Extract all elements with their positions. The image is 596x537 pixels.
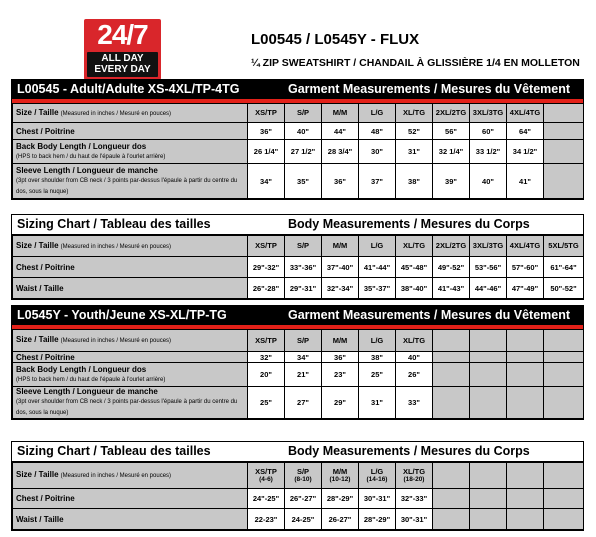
measurement-value xyxy=(544,140,584,164)
measurement-value: 23" xyxy=(322,363,359,387)
size-name: S/P xyxy=(296,241,310,250)
measurement-value xyxy=(433,363,470,387)
size-name: S/P xyxy=(296,108,310,117)
measurement-value xyxy=(470,489,507,509)
logo-number: 24/7 xyxy=(97,19,148,50)
size-label: Size / Taille xyxy=(16,107,59,117)
size-column-header xyxy=(507,463,544,489)
measurement-value: 64" xyxy=(507,123,544,140)
size-header-row xyxy=(13,236,584,257)
measurement-value: 56" xyxy=(433,123,470,140)
size-label: Size / Taille xyxy=(16,470,59,479)
size-column-header xyxy=(433,463,470,489)
size-column-header xyxy=(433,104,470,123)
measurement-value: 48" xyxy=(359,123,396,140)
measurement-value: 30"-31" xyxy=(359,489,396,509)
measurement-value: 40" xyxy=(470,164,507,199)
measurement-value: 32"-34" xyxy=(322,278,359,299)
size-column-header xyxy=(507,236,544,257)
size-label-cell xyxy=(13,330,248,352)
table-row xyxy=(13,352,584,363)
measurement-value: 24"-25" xyxy=(248,489,285,509)
size-name: 2XL/2TG xyxy=(435,108,467,117)
measurement-value xyxy=(470,387,507,419)
measurement-value: 20" xyxy=(248,363,285,387)
size-column-header xyxy=(322,236,359,257)
measurement-value: 41" xyxy=(507,164,544,199)
table-row xyxy=(13,257,584,278)
measurement-value: 60" xyxy=(470,123,507,140)
measurement-note: (3pt over shoulder from CB neck / 3 points par-dessus l'épaule à partir du centre du dos, sous la nuque) xyxy=(16,177,238,195)
measurement-value: 40" xyxy=(285,123,322,140)
size-header-row xyxy=(13,104,584,123)
table-row xyxy=(13,164,584,199)
measurement-label: Chest / Poitrine xyxy=(16,352,75,362)
size-column-header xyxy=(285,330,322,352)
measurement-value xyxy=(544,123,584,140)
measurement-value: 28"-29" xyxy=(359,509,396,530)
size-name: XS/TP xyxy=(255,335,277,345)
measurement-value: 29"-31" xyxy=(285,278,322,299)
measurement-value xyxy=(433,489,470,509)
size-age-range: (4-6) xyxy=(259,475,273,483)
youth-garment-section xyxy=(11,305,584,420)
measurement-value: 41"-43" xyxy=(433,278,470,299)
measurement-value xyxy=(544,164,584,199)
measurement-value: 37"-40" xyxy=(322,257,359,278)
adult-body-section xyxy=(11,214,584,300)
size-note: (Measured in inches / Mesuré en pouces) xyxy=(60,110,172,117)
size-name: L/G xyxy=(370,466,384,476)
adult-garment-subtitle: Garment Measurements / Mesures du Vêtement xyxy=(288,82,571,96)
size-column-header xyxy=(470,104,507,123)
adult-garment-section xyxy=(11,79,584,200)
measurement-value xyxy=(507,489,544,509)
measurement-value xyxy=(544,363,584,387)
size-name: XS/TP xyxy=(255,108,277,117)
size-column-header xyxy=(433,236,470,257)
size-column-header xyxy=(322,104,359,123)
size-name: 5XL/5TG xyxy=(548,241,579,250)
size-header-row xyxy=(13,463,584,489)
measurement-value: 21" xyxy=(285,363,322,387)
measurement-value xyxy=(544,352,584,363)
measurement-label: Chest / Poitrine xyxy=(16,126,75,136)
size-column-header xyxy=(544,104,584,123)
table-row xyxy=(13,489,584,509)
table-row xyxy=(13,123,584,140)
measurement-value: 33"-36" xyxy=(285,257,322,278)
measurement-value xyxy=(544,489,584,509)
size-column-header xyxy=(470,236,507,257)
size-column-header xyxy=(285,236,322,257)
size-name: L/G xyxy=(370,241,384,250)
measurement-value: 34 1/2" xyxy=(507,140,544,164)
measurement-value: 36" xyxy=(322,352,359,363)
measurement-value: 47"-49" xyxy=(507,278,544,299)
measurement-value: 50"-52" xyxy=(544,278,584,299)
youth-garment-table xyxy=(12,329,584,419)
size-note: (Measured in inches / Mesuré en pouces) xyxy=(60,473,172,479)
measurement-label: Chest / Poitrine xyxy=(16,494,75,503)
measurement-label: Waist / Taille xyxy=(16,283,64,293)
size-name: XL/TG xyxy=(402,466,426,476)
size-name: 4XL/4TG xyxy=(509,241,541,250)
size-name: M/M xyxy=(332,241,348,250)
youth-body-table xyxy=(12,462,584,530)
size-name: M/M xyxy=(332,466,348,476)
size-name: 3XL/3TG xyxy=(472,241,504,250)
measurement-label-cell xyxy=(13,387,248,419)
size-column-header xyxy=(248,104,285,123)
size-header-row xyxy=(13,330,584,352)
measurement-value xyxy=(470,352,507,363)
size-note: (Measured in inches / Mesuré en pouces) xyxy=(60,338,172,344)
measurement-value: 36" xyxy=(322,164,359,199)
measurement-value xyxy=(470,509,507,530)
measurement-label-cell xyxy=(13,509,248,530)
measurement-value: 34" xyxy=(248,164,285,199)
size-age-range: (14-16) xyxy=(366,475,388,483)
measurement-value: 35" xyxy=(285,164,322,199)
measurement-label: Back Body Length / Longueur dos xyxy=(16,364,147,374)
size-column-header xyxy=(470,330,507,352)
size-column-header xyxy=(507,330,544,352)
size-column-header xyxy=(433,330,470,352)
measurement-value: 39" xyxy=(433,164,470,199)
measurement-value xyxy=(507,352,544,363)
table-row xyxy=(13,363,584,387)
table-row xyxy=(13,509,584,530)
measurement-value: 61"-64" xyxy=(544,257,584,278)
size-name: S/P xyxy=(296,466,310,476)
youth-body-header xyxy=(12,442,583,462)
measurement-label: Sleeve Length / Longueur de manche xyxy=(16,387,158,396)
size-name: S/P xyxy=(296,335,310,345)
size-column-header xyxy=(359,236,396,257)
size-name: XL/TG xyxy=(402,108,426,117)
measurement-value xyxy=(507,363,544,387)
logo-line2: EVERY DAY xyxy=(94,64,151,75)
size-column-header xyxy=(322,463,359,489)
size-column-header xyxy=(322,330,359,352)
size-name: 4XL/4TG xyxy=(509,108,541,117)
size-column-header xyxy=(544,236,584,257)
measurement-value xyxy=(470,363,507,387)
measurement-value: 22-23" xyxy=(248,509,285,530)
measurement-value: 24-25" xyxy=(285,509,322,530)
measurement-value: 31" xyxy=(396,140,433,164)
adult-garment-title: L00545 - Adult/Adulte XS-4XL/TP-4TG xyxy=(17,82,240,96)
youth-body-section xyxy=(11,441,584,531)
size-name: L/G xyxy=(370,335,384,345)
table-row xyxy=(13,387,584,419)
size-column-header xyxy=(507,104,544,123)
size-label-cell xyxy=(13,236,248,257)
measurement-value: 30"-31" xyxy=(396,509,433,530)
youth-garment-title: L0545Y - Youth/Jeune XS-XL/TP-TG xyxy=(17,308,227,322)
measurement-value: 29" xyxy=(322,387,359,419)
size-name: XS/TP xyxy=(255,466,277,476)
measurement-label-cell xyxy=(13,363,248,387)
table-row xyxy=(13,140,584,164)
size-column-header xyxy=(248,463,285,489)
measurement-label: Sleeve Length / Longueur de manche xyxy=(16,165,158,175)
size-label-cell xyxy=(13,104,248,123)
measurement-value: 44"-46" xyxy=(470,278,507,299)
measurement-value: 52" xyxy=(396,123,433,140)
measurement-label-cell xyxy=(13,278,248,299)
measurement-value: 45"-48" xyxy=(396,257,433,278)
size-column-header xyxy=(396,236,433,257)
measurement-value: 33" xyxy=(396,387,433,419)
measurement-label-cell xyxy=(13,489,248,509)
size-column-header xyxy=(359,330,396,352)
adult-garment-header xyxy=(12,80,583,103)
size-note: (Measured in inches / Mesuré en pouces) xyxy=(60,243,172,250)
measurement-value: 26"-28" xyxy=(248,278,285,299)
measurement-label: Back Body Length / Longueur dos xyxy=(16,141,147,151)
size-column-header xyxy=(396,104,433,123)
product-title: L00545 / L0545Y - FLUX xyxy=(251,31,420,48)
measurement-value: 30" xyxy=(359,140,396,164)
size-name: M/M xyxy=(332,335,348,345)
measurement-value: 49"-52" xyxy=(433,257,470,278)
measurement-value: 36" xyxy=(248,123,285,140)
size-label: Size / Taille xyxy=(16,335,59,344)
size-label-cell xyxy=(13,463,248,489)
measurement-value xyxy=(433,352,470,363)
size-name: L/G xyxy=(370,108,384,117)
measurement-value xyxy=(507,387,544,419)
measurement-value: 26" xyxy=(396,363,433,387)
adult-body-title: Sizing Chart / Tableau des tailles xyxy=(17,217,211,231)
measurement-value: 32 1/4" xyxy=(433,140,470,164)
measurement-label: Waist / Taille xyxy=(16,514,64,524)
measurement-value: 28 3/4" xyxy=(322,140,359,164)
measurement-label-cell xyxy=(13,140,248,164)
youth-body-title: Sizing Chart / Tableau des tailles xyxy=(17,444,211,458)
measurement-value: 34" xyxy=(285,352,322,363)
measurement-label-cell xyxy=(13,123,248,140)
size-column-header xyxy=(285,104,322,123)
measurement-note: (3pt over shoulder from CB neck / 3 points par-dessus l'épaule à partir du centre du dos, sous la nuque) xyxy=(16,399,238,416)
measurement-value xyxy=(507,509,544,530)
adult-garment-table xyxy=(12,103,584,199)
size-name: M/M xyxy=(332,108,348,117)
measurement-value: 38" xyxy=(359,352,396,363)
measurement-label: Chest / Poitrine xyxy=(16,262,75,272)
measurement-value: 29"-32" xyxy=(248,257,285,278)
logo-band xyxy=(87,52,158,77)
measurement-value: 26-27" xyxy=(322,509,359,530)
size-column-header xyxy=(396,463,433,489)
youth-body-subtitle: Body Measurements / Mesures du Corps xyxy=(288,444,530,458)
measurement-label-cell xyxy=(13,164,248,199)
size-name: 2XL/2TG xyxy=(435,241,467,250)
measurement-value: 53"-56" xyxy=(470,257,507,278)
size-name: 3XL/3TG xyxy=(472,108,504,117)
measurement-label-cell xyxy=(13,257,248,278)
measurement-value: 33 1/2" xyxy=(470,140,507,164)
size-column-header xyxy=(248,330,285,352)
measurement-value: 35"-37" xyxy=(359,278,396,299)
size-label: Size / Taille xyxy=(16,240,59,250)
size-name: XL/TG xyxy=(402,335,426,345)
product-subtitle: ¼ ZIP SWEATSHIRT / CHANDAIL À GLISSIÈRE 1/4 EN MOLLETON xyxy=(251,57,580,69)
size-column-header xyxy=(544,463,584,489)
measurement-value: 57"-60" xyxy=(507,257,544,278)
measurement-value: 38" xyxy=(396,164,433,199)
size-name: XS/TP xyxy=(255,241,277,250)
measurement-value: 31" xyxy=(359,387,396,419)
size-age-range: (18-20) xyxy=(403,475,425,483)
measurement-value: 25" xyxy=(359,363,396,387)
size-age-range: (8-10) xyxy=(294,475,312,483)
size-column-header xyxy=(544,330,584,352)
measurement-value: 37" xyxy=(359,164,396,199)
size-column-header xyxy=(248,236,285,257)
measurement-value xyxy=(544,387,584,419)
size-column-header xyxy=(359,104,396,123)
table-row xyxy=(13,278,584,299)
adult-body-table xyxy=(12,235,584,299)
measurement-value: 32"-33" xyxy=(396,489,433,509)
measurement-note: (HPS to back hem / du haut de l'épaule à l'ourlet arrière) xyxy=(16,376,166,383)
adult-body-header xyxy=(12,215,583,235)
size-column-header xyxy=(359,463,396,489)
size-age-range: (10-12) xyxy=(329,475,351,483)
measurement-value: 26"-27" xyxy=(285,489,322,509)
size-name: XL/TG xyxy=(402,241,426,250)
measurement-value: 26 1/4" xyxy=(248,140,285,164)
measurement-value: 38"-40" xyxy=(396,278,433,299)
logo-line1: ALL DAY xyxy=(101,53,144,64)
measurement-value xyxy=(433,509,470,530)
measurement-value xyxy=(433,387,470,419)
youth-garment-header xyxy=(12,306,583,329)
youth-garment-subtitle: Garment Measurements / Mesures du Vêtement xyxy=(288,308,571,322)
brand-logo xyxy=(84,19,161,80)
measurement-note: (HPS to back hem / du haut de l'épaule à l'ourlet arrière) xyxy=(16,153,166,160)
measurement-value: 41"-44" xyxy=(359,257,396,278)
adult-body-subtitle: Body Measurements / Mesures du Corps xyxy=(288,217,530,231)
measurement-value xyxy=(544,509,584,530)
measurement-value: 40" xyxy=(396,352,433,363)
measurement-label-cell xyxy=(13,352,248,363)
measurement-value: 25" xyxy=(248,387,285,419)
measurement-value: 28"-29" xyxy=(322,489,359,509)
measurement-value: 27 1/2" xyxy=(285,140,322,164)
measurement-value: 27" xyxy=(285,387,322,419)
size-column-header xyxy=(285,463,322,489)
measurement-value: 32" xyxy=(248,352,285,363)
size-column-header xyxy=(470,463,507,489)
size-column-header xyxy=(396,330,433,352)
measurement-value: 44" xyxy=(322,123,359,140)
